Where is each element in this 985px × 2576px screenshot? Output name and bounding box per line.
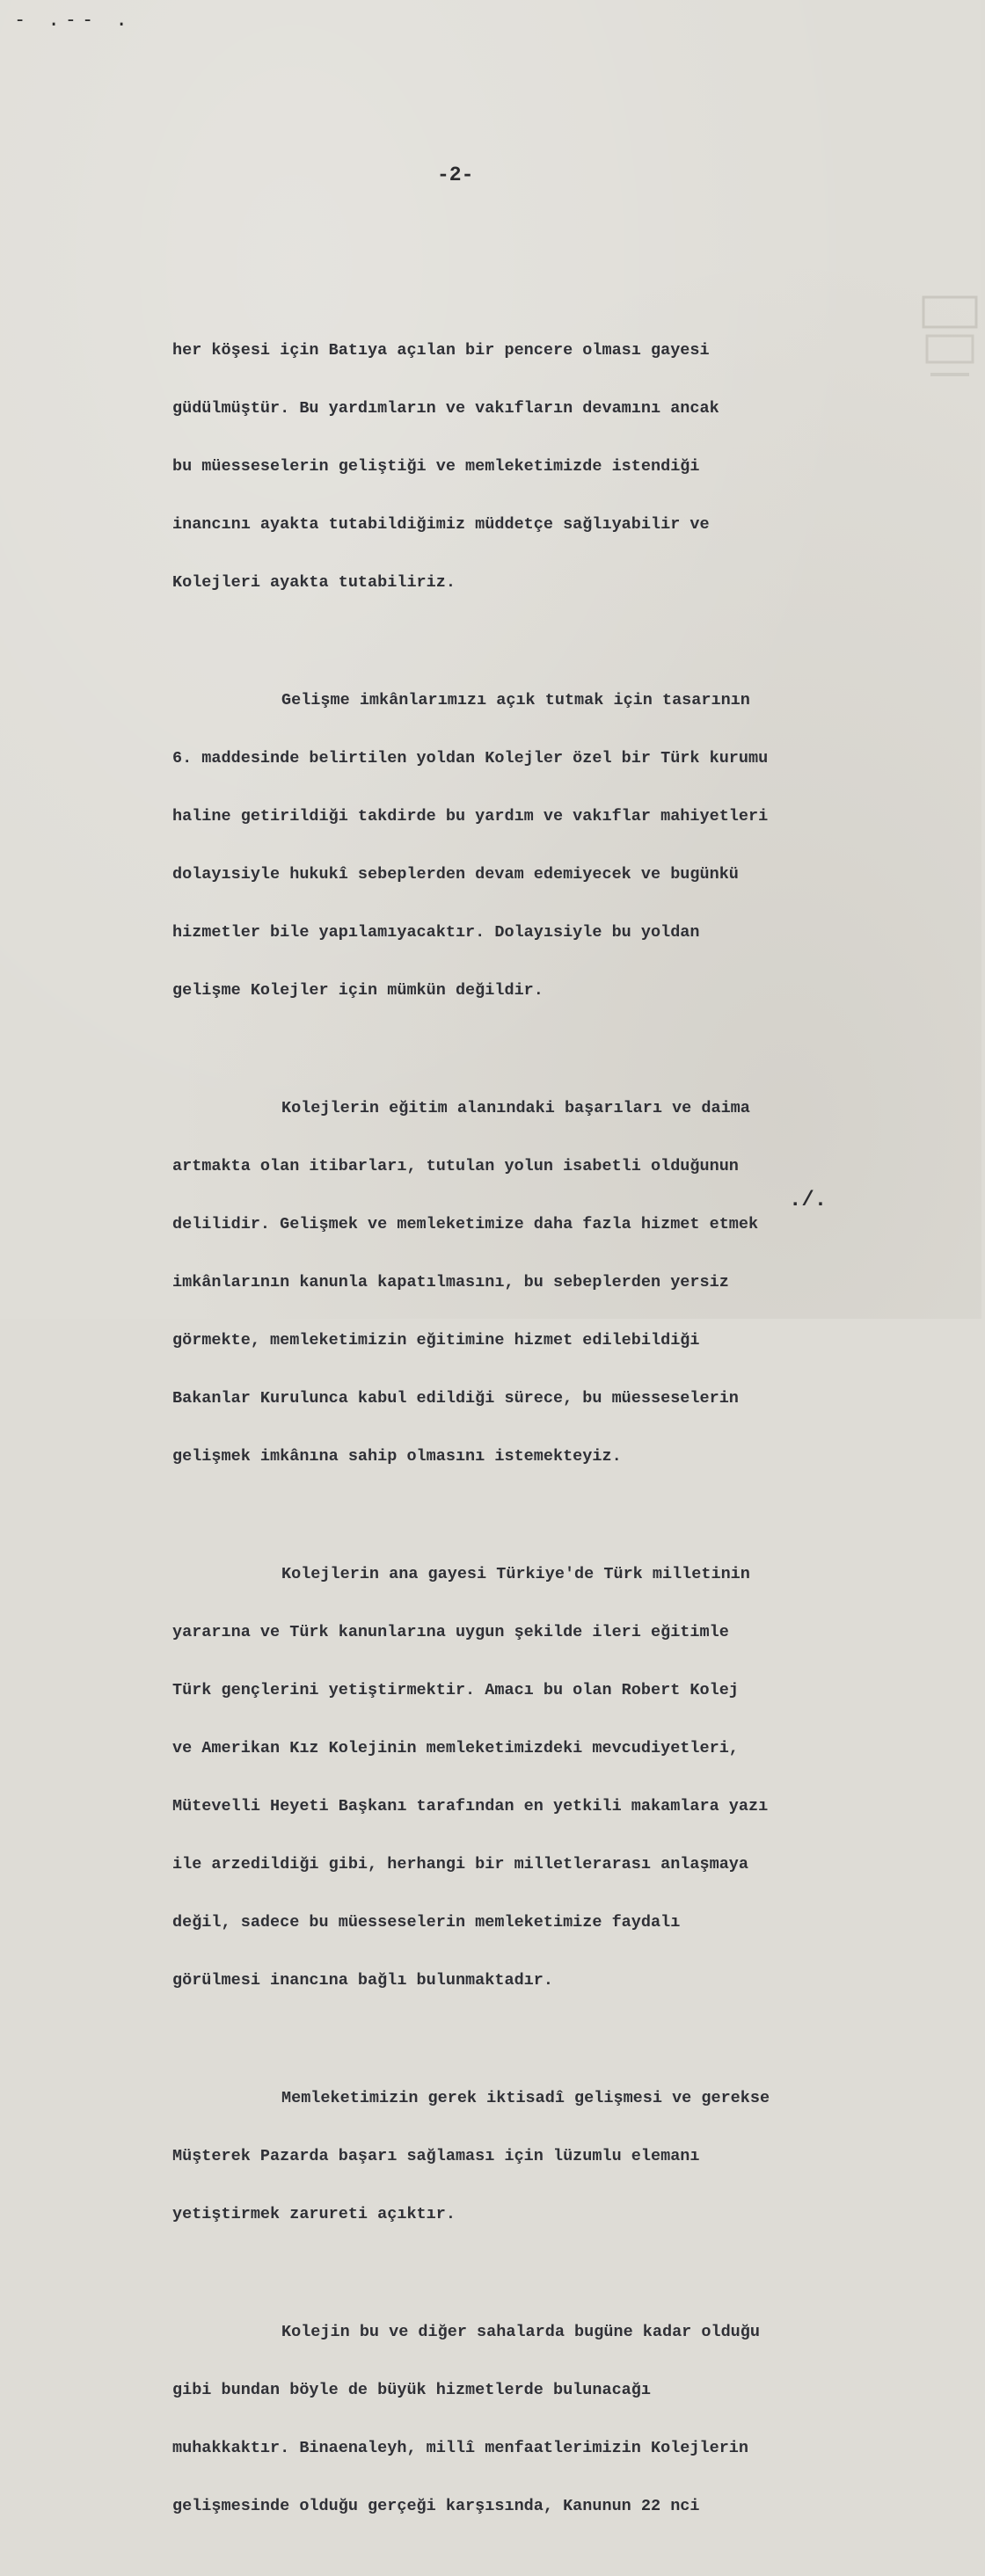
text-line: değil, sadece bu müesseselerin memleketimize faydalı (172, 1913, 681, 1932)
text-line: artmakta olan itibarları, tutulan yolun isabetli olduğunun (172, 1157, 739, 1175)
text-line: Memleketimizin gerek iktisadî gelişmesi ve gerekse (281, 2089, 770, 2107)
text-line: Kolejlerin ana gayesi Türkiye'de Türk milletinin (281, 1565, 750, 1583)
text-line: yararına ve Türk kanunlarına uygun şekilde ileri eğitimle (172, 1623, 729, 1641)
text-line: gelişme Kolejler için mümkün değildir. (172, 981, 544, 1000)
continuation-mark: ./. (789, 1189, 828, 1212)
text-line: gibi bundan böyle de büyük hizmetlerde bulunacağı (172, 2381, 651, 2399)
text-line: muhakkaktır. Binaenaleyh, millî menfaatlerimizin Kolejlerin (172, 2439, 749, 2457)
text-line: imkânlarının kanunla kapatılmasını, bu sebeplerden yersiz (172, 1273, 729, 1292)
watermark-stamp (915, 290, 985, 396)
text-line: ile arzedildiği gibi, herhangi bir milletlerarası anlaşmaya (172, 1855, 749, 1874)
text-line: görmekte, memleketimizin eğitimine hizmet edilebildiği (172, 1331, 700, 1350)
text-line: 6. maddesinde belirtilen yoldan Kolejler özel bir Türk kurumu (172, 749, 769, 768)
text-line: Gelişme imkânlarımızı açık tutmak için tasarının (281, 691, 750, 709)
text-line: Kolejlerin eğitim alanındaki başarıları ve daima (281, 1099, 750, 1117)
paragraph-4 (172, 1526, 867, 2029)
paragraph-5 (172, 2050, 867, 2263)
text-line: yetiştirmek zarureti açıktır. (172, 2205, 456, 2223)
text-line: inancını ayakta tutabildiğimiz müddetçe sağlıyabilir ve (172, 515, 710, 534)
text-line: gelişmesinde olduğu gerçeği karşısında, Kanunun 22 nci (172, 2497, 700, 2515)
text-line: her köşesi için Batıya açılan bir pencere olması gayesi (172, 341, 710, 360)
text-line: gelişmek imkânına sahip olmasını istemekteyiz. (172, 1447, 622, 1466)
watermark-stamp-icon (915, 290, 985, 396)
text-line: Müşterek Pazarda başarı sağlaması için lüzumlu elemanı (172, 2147, 700, 2165)
paragraph-6 (172, 2284, 867, 2555)
text-line: ve Amerikan Kız Kolejinin memleketimizdeki mevcudiyetleri, (172, 1739, 739, 1757)
text-line: Bakanlar Kurulunca kabul edildiği sürece, bu müesseselerin (172, 1389, 739, 1408)
text-line: Türk gençlerini yetiştirmektir. Amacı bu olan Robert Kolej (172, 1681, 739, 1699)
text-line: Kolejleri ayakta tutabiliriz. (172, 573, 456, 592)
edge-marks: - .-- . (14, 9, 133, 31)
body-text (172, 302, 867, 2576)
text-line: Mütevelli Heyeti Başkanı tarafından en yetkili makamlara yazı (172, 1797, 769, 1816)
text-line: hizmetler bile yapılamıyacaktır. Dolayısiyle bu yoldan (172, 923, 700, 942)
text-line: Kolejin bu ve diğer sahalarda bugüne kadar olduğu (281, 2323, 760, 2341)
text-line: güdülmüştür. Bu yardımların ve vakıfların devamını ancak (172, 399, 719, 418)
paragraph-2 (172, 652, 867, 1039)
text-line: delilidir. Gelişmek ve memleketimize daha fazla hizmet etmek (172, 1215, 759, 1233)
text-line: haline getirildiği takdirde bu yardım ve vakıflar mahiyetleri (172, 807, 769, 826)
paragraph-3 (172, 1060, 867, 1505)
paragraph-1 (172, 302, 867, 631)
text-line: dolayısiyle hukukî sebeplerden devam edemiyecek ve bugünkü (172, 865, 739, 884)
text-line: bu müesseselerin geliştiği ve memleketimizde istendiği (172, 457, 700, 476)
page-number: -2- (437, 164, 474, 186)
text-line: görülmesi inancına bağlı bulunmaktadır. (172, 1971, 553, 1990)
